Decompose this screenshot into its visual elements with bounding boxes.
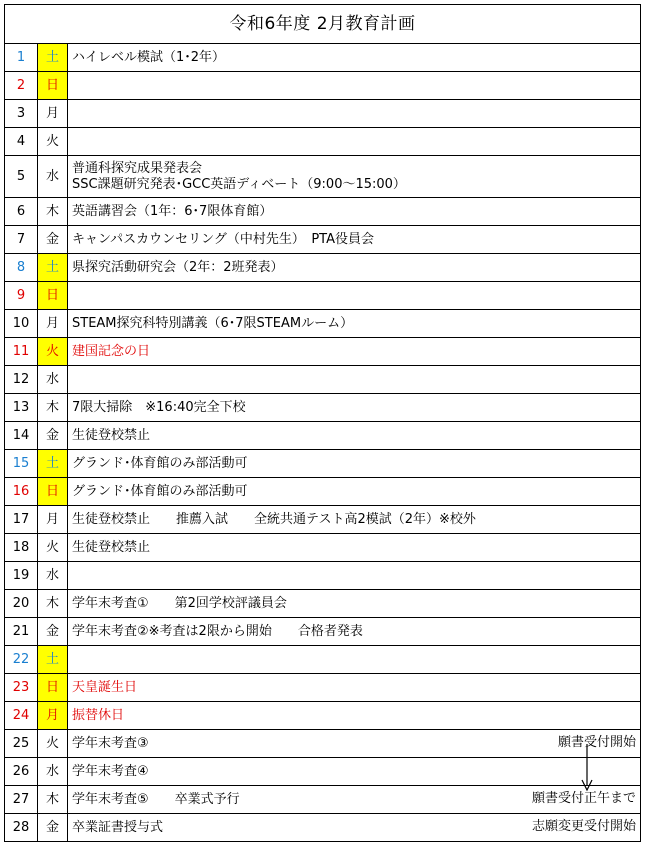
event-cell xyxy=(68,618,641,646)
table-row xyxy=(5,72,641,100)
day-number: 28 xyxy=(5,814,38,842)
weekday-cell: 水 xyxy=(38,758,68,786)
event-cell xyxy=(68,478,641,506)
event-text: 天皇誕生日 xyxy=(72,679,138,695)
weekday-cell: 木 xyxy=(38,786,68,814)
table-row xyxy=(5,128,641,156)
event-text: 学年末考査① 第2回学校評議員会 xyxy=(72,595,287,611)
weekday-cell: 金 xyxy=(38,618,68,646)
day-number: 10 xyxy=(5,310,38,338)
event-text: ハイレベル模試（1･2年） xyxy=(72,49,226,65)
day-number: 3 xyxy=(5,100,38,128)
day-number: 12 xyxy=(5,366,38,394)
monthly-plan-table xyxy=(4,4,641,842)
weekday-cell: 土 xyxy=(38,44,68,72)
day-number: 26 xyxy=(5,758,38,786)
weekday-cell: 火 xyxy=(38,338,68,366)
event-cell xyxy=(68,338,641,366)
day-number: 20 xyxy=(5,590,38,618)
weekday-cell: 月 xyxy=(38,506,68,534)
weekday-cell: 水 xyxy=(38,562,68,590)
day-number: 1 xyxy=(5,44,38,72)
table-row xyxy=(5,198,641,226)
table-row xyxy=(5,450,641,478)
day-number: 11 xyxy=(5,338,38,366)
day-number: 24 xyxy=(5,702,38,730)
event-cell xyxy=(68,100,641,128)
table-row xyxy=(5,562,641,590)
day-number: 15 xyxy=(5,450,38,478)
table-row xyxy=(5,786,641,814)
table-row xyxy=(5,618,641,646)
table-row xyxy=(5,534,641,562)
day-number: 5 xyxy=(5,156,38,198)
page-title: 令和6年度 2月教育計画 xyxy=(5,5,641,44)
event-text: 学年末考査③ xyxy=(72,735,149,751)
day-number: 19 xyxy=(5,562,38,590)
event-cell xyxy=(68,786,641,814)
day-number: 13 xyxy=(5,394,38,422)
day-number: 18 xyxy=(5,534,38,562)
event-cell xyxy=(68,366,641,394)
event-cell xyxy=(68,44,641,72)
table-row xyxy=(5,282,641,310)
event-cell xyxy=(68,674,641,702)
event-cell xyxy=(68,394,641,422)
table-row xyxy=(5,758,641,786)
day-number: 23 xyxy=(5,674,38,702)
weekday-cell: 金 xyxy=(38,226,68,254)
event-text-line2: SSC課題研究発表･GCC英語ディベート（9:00～15:00） xyxy=(72,176,406,192)
weekday-cell: 月 xyxy=(38,100,68,128)
weekday-cell: 火 xyxy=(38,730,68,758)
event-cell xyxy=(68,198,641,226)
event-text: 生徒登校禁止 推薦入試 全統共通テスト高2模試（2年）※校外 xyxy=(72,511,476,527)
table-row xyxy=(5,156,641,198)
table-row xyxy=(5,394,641,422)
day-number: 22 xyxy=(5,646,38,674)
weekday-cell: 木 xyxy=(38,394,68,422)
weekday-cell: 日 xyxy=(38,72,68,100)
event-cell xyxy=(68,562,641,590)
day-number: 2 xyxy=(5,72,38,100)
weekday-cell: 土 xyxy=(38,254,68,282)
event-text: 卒業証書授与式 xyxy=(72,819,164,835)
application-note: 願書受付開始 xyxy=(558,735,637,750)
table-row xyxy=(5,100,641,128)
day-number: 8 xyxy=(5,254,38,282)
weekday-cell: 水 xyxy=(38,156,68,198)
weekday-cell: 月 xyxy=(38,702,68,730)
event-cell xyxy=(68,702,641,730)
calendar-sheet xyxy=(4,4,640,842)
day-number: 9 xyxy=(5,282,38,310)
application-note: 志願変更受付開始 xyxy=(532,819,637,834)
event-cell xyxy=(68,128,641,156)
event-text: 学年末考査②※考査は2限から開始 合格者発表 xyxy=(72,623,363,639)
day-number: 6 xyxy=(5,198,38,226)
weekday-cell: 日 xyxy=(38,674,68,702)
weekday-cell: 土 xyxy=(38,450,68,478)
event-cell xyxy=(68,226,641,254)
event-cell xyxy=(68,156,641,198)
table-row xyxy=(5,702,641,730)
day-number: 27 xyxy=(5,786,38,814)
table-row xyxy=(5,254,641,282)
event-cell xyxy=(68,450,641,478)
event-text: 学年末考査⑤ 卒業式予行 xyxy=(72,791,240,807)
event-cell xyxy=(68,310,641,338)
table-row xyxy=(5,478,641,506)
day-number: 4 xyxy=(5,128,38,156)
event-cell xyxy=(68,422,641,450)
event-text: 建国記念の日 xyxy=(72,343,151,359)
weekday-cell: 日 xyxy=(38,478,68,506)
table-row xyxy=(5,674,641,702)
event-cell xyxy=(68,590,641,618)
event-text: 生徒登校禁止 xyxy=(72,539,151,555)
weekday-cell: 水 xyxy=(38,366,68,394)
event-cell xyxy=(68,730,641,758)
day-number: 21 xyxy=(5,618,38,646)
event-text: 生徒登校禁止 xyxy=(72,427,151,443)
event-cell xyxy=(68,534,641,562)
day-number: 25 xyxy=(5,730,38,758)
event-text: 県探究活動研究会（2年：2班発表） xyxy=(72,259,284,275)
weekday-cell: 木 xyxy=(38,590,68,618)
table-row xyxy=(5,366,641,394)
table-row xyxy=(5,506,641,534)
event-cell xyxy=(68,814,641,842)
day-number: 17 xyxy=(5,506,38,534)
event-cell xyxy=(68,72,641,100)
event-text: 振替休日 xyxy=(72,707,125,723)
event-text: キャンパスカウンセリング（中村先生） PTA役員会 xyxy=(72,231,374,247)
table-row xyxy=(5,44,641,72)
table-row xyxy=(5,814,641,842)
table-row xyxy=(5,590,641,618)
event-text: 普通科探究成果発表会 xyxy=(72,160,203,176)
weekday-cell: 月 xyxy=(38,310,68,338)
weekday-cell: 金 xyxy=(38,814,68,842)
day-number: 7 xyxy=(5,226,38,254)
event-text: 7限大掃除 ※16:40完全下校 xyxy=(72,399,246,415)
table-row xyxy=(5,646,641,674)
application-note: 願書受付正午まで xyxy=(532,791,637,806)
event-text: 英語講習会（1年：6･7限体育館） xyxy=(72,203,273,219)
day-number: 14 xyxy=(5,422,38,450)
weekday-cell: 木 xyxy=(38,198,68,226)
table-row xyxy=(5,730,641,758)
event-text: グランド･体育館のみ部活動可 xyxy=(72,455,248,471)
table-row xyxy=(5,226,641,254)
weekday-cell: 火 xyxy=(38,128,68,156)
table-row xyxy=(5,422,641,450)
event-cell xyxy=(68,254,641,282)
table-row xyxy=(5,338,641,366)
down-arrow-icon xyxy=(580,744,594,792)
event-cell xyxy=(68,758,641,786)
weekday-cell: 日 xyxy=(38,282,68,310)
event-text: STEAM探究科特別講義（6･7限STEAMルーム） xyxy=(72,315,354,331)
event-cell xyxy=(68,506,641,534)
weekday-cell: 土 xyxy=(38,646,68,674)
weekday-cell: 金 xyxy=(38,422,68,450)
event-cell xyxy=(68,282,641,310)
event-text: グランド･体育館のみ部活動可 xyxy=(72,483,248,499)
event-text: 学年末考査④ xyxy=(72,763,149,779)
day-number: 16 xyxy=(5,478,38,506)
table-row xyxy=(5,310,641,338)
weekday-cell: 火 xyxy=(38,534,68,562)
event-cell xyxy=(68,646,641,674)
